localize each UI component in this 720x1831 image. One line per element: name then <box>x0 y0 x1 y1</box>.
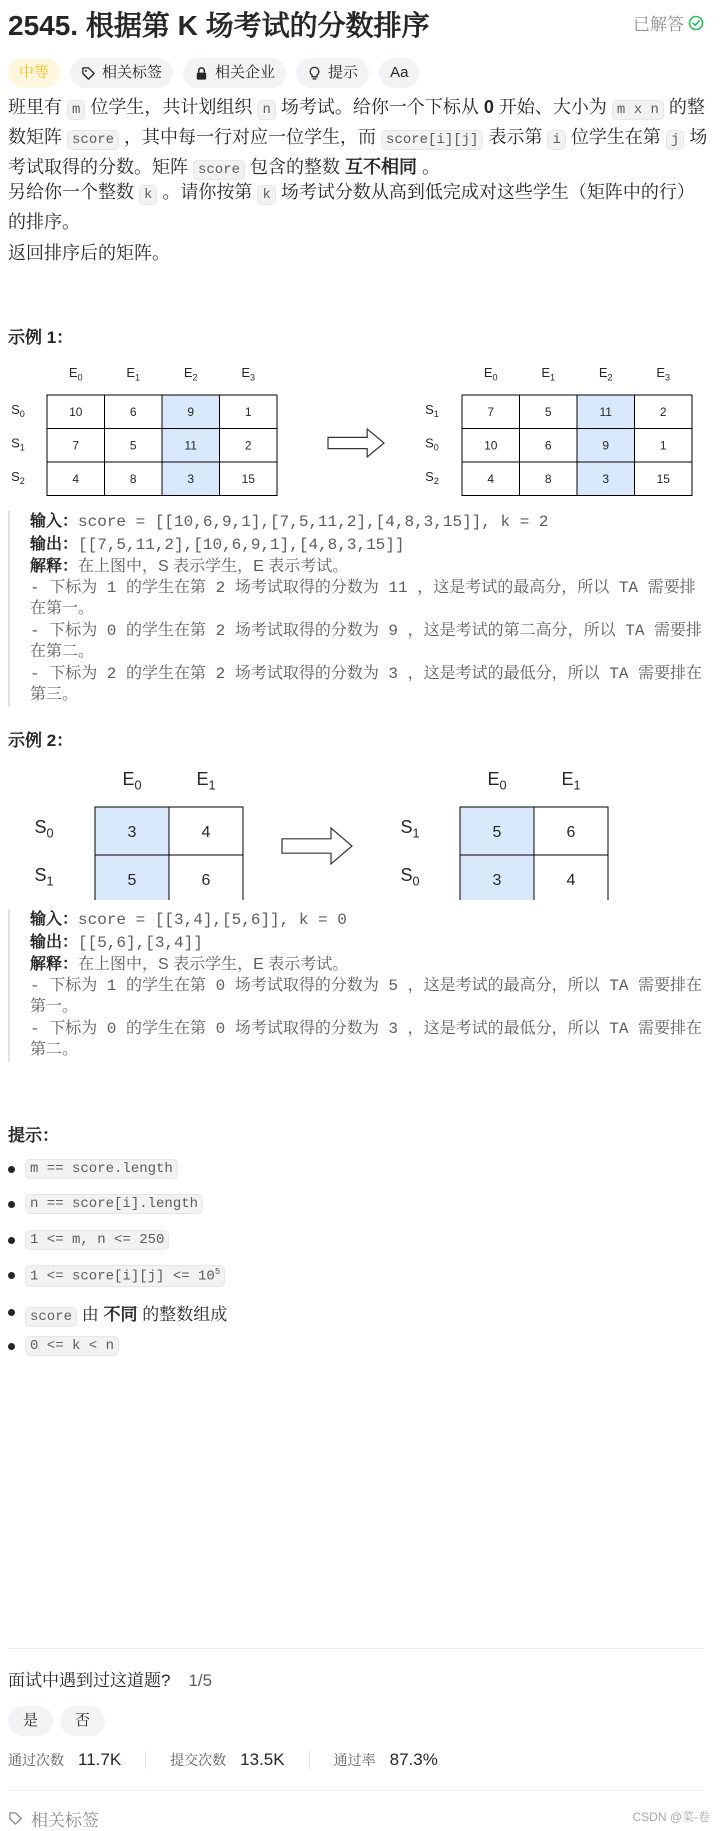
row-header: $S_1$ <box>34 865 54 889</box>
cell-value: 6 <box>544 438 552 453</box>
row-header: $S_1$ <box>400 817 420 841</box>
divider <box>8 1648 704 1649</box>
description-paragraph-1: 班里有 m 位学生，共计划组织 n 场考试。给你一个下标从 0 开始、大小为 m x n 的整数矩阵 score ，其中每一行对应一位学生，而 score[i][j] 表示第 i 位学生在第 j 场考试取得的分数。矩阵 score 包含的整数 互不相同 。 <box>8 97 708 178</box>
arrow-right-icon <box>328 429 384 457</box>
cell-value: 5 <box>492 823 502 841</box>
constraint-item: 1 <= m, n <= 250 <box>8 1230 169 1250</box>
cell-value: 2 <box>244 438 252 453</box>
row-header: $S_1$ <box>425 401 439 419</box>
constraint-item: score 由 不同 的整数组成 <box>8 1300 227 1325</box>
example-2-line: - 下标为 0 的学生在第 0 场考试取得的分数为 3 ，这是考试的最低分，所以 TA 需要排在第二。 <box>30 1019 703 1059</box>
acceptance-rate: 87.3% <box>389 1750 438 1769</box>
cell-value: 3 <box>187 472 195 487</box>
example-1-heading: 示例 1： <box>8 328 74 347</box>
submissions-count: 13.5K <box>240 1750 285 1769</box>
watermark: CSDN @菜-卷 <box>632 1810 710 1824</box>
tag-icon <box>81 66 96 81</box>
yes-button[interactable]: 是 <box>8 1706 53 1736</box>
submissions-label: 提交次数 <box>170 1752 227 1768</box>
related-tags-button[interactable] <box>70 58 173 88</box>
accepted-label: 通过次数 <box>8 1752 64 1768</box>
cell-value: 10 <box>69 405 83 420</box>
row-header: $S_0$ <box>400 865 420 889</box>
cell-value: 2 <box>659 405 667 420</box>
interview-question: 面试中遇到过这道题? 1/5 <box>8 1671 213 1690</box>
cell-value: 5 <box>129 438 137 453</box>
hint-label: 提示 <box>328 64 359 81</box>
cell-value: 4 <box>487 472 495 487</box>
example-1-diagram <box>0 355 720 505</box>
cell-value: 6 <box>201 871 211 889</box>
cell-value: 6 <box>129 405 137 420</box>
cell-value: 9 <box>187 405 195 420</box>
cell-value: 11 <box>184 438 197 453</box>
cell-value: 10 <box>484 438 498 453</box>
font-toggle-button[interactable]: Aa <box>379 58 419 88</box>
cell-value: 5 <box>127 871 137 889</box>
cell-value: 8 <box>129 472 137 487</box>
column-header: $E_2$ <box>598 365 613 383</box>
cell-value: 1 <box>659 438 667 453</box>
column-header: $E_0$ <box>483 365 498 383</box>
difficulty-tag[interactable]: 中等 <box>8 58 60 88</box>
column-header: $E_3$ <box>241 365 256 383</box>
constraint-item: m == score.length <box>8 1159 178 1179</box>
example-1-input: score = [[10,6,9,1],[7,5,11,2],[4,8,3,15]], k = 2 <box>78 513 549 531</box>
column-header: $E_3$ <box>656 365 671 383</box>
description-paragraph-3: 返回排序后的矩阵。 <box>8 243 170 263</box>
row-header: $S_2$ <box>425 468 439 486</box>
arrow-right-icon <box>282 828 352 864</box>
hint-button[interactable] <box>296 58 369 88</box>
cell-value: 9 <box>602 438 610 453</box>
lightbulb-icon <box>307 66 322 81</box>
column-header: $E_0$ <box>487 769 507 793</box>
example-1-line: - 下标为 1 的学生在第 2 场考试取得的分数为 11 ，这是考试的最高分，所以 TA 需要排在第一。 <box>30 578 696 618</box>
cell-value: 15 <box>241 472 255 487</box>
cell-value: 4 <box>201 823 211 841</box>
row-header: $S_0$ <box>11 401 25 419</box>
divider <box>8 1790 704 1791</box>
example-2-line: - 下标为 1 的学生在第 0 场考试取得的分数为 5 ，这是考试的最高分，所以 TA 需要排在第一。 <box>30 976 703 1016</box>
example-2-input: score = [[3,4],[5,6]], k = 0 <box>78 911 347 929</box>
cell-value: 15 <box>656 472 670 487</box>
example-1-line: - 下标为 0 的学生在第 2 场考试取得的分数为 9 ，这是考试的第二高分，所以 TA 需要排在第二。 <box>30 621 703 661</box>
example-2-block: 输入：score = [[3,4],[5,6]], k = 0 输出：[[5,6],[3,4]] 解释：在上图中，S 表示学生，E 表示考试。 - 下标为 1 的学生在第 0 场考试取得的分数为 5 ，这是考试的最高分，所以 TA 需要排在第一。 - 下标为 0 的学生在第 0 场考试取得的分数为 3 ，这是考试的最低分，所以 TA 需要排在第二。 <box>8 909 708 1062</box>
stats-bar <box>8 1750 438 1770</box>
related-companies-label: 相关企业 <box>215 64 276 81</box>
interview-count: 1/5 <box>188 1671 213 1690</box>
accepted-count: 11.7K <box>78 1750 122 1769</box>
example-2-heading: 示例 2： <box>8 731 74 750</box>
related-tags-section[interactable]: 相关标签 <box>8 1806 99 1831</box>
lock-icon <box>194 66 209 81</box>
example-2-output: [[5,6],[3,4]] <box>78 933 203 952</box>
cell-value: 4 <box>566 871 576 889</box>
row-header: $S_1$ <box>11 435 25 453</box>
solved-status <box>633 10 704 35</box>
row-header: $S_0$ <box>425 435 439 453</box>
problem-title: 2545. 根据第 K 场考试的分数排序 <box>8 10 430 41</box>
column-header: $E_1$ <box>541 365 556 383</box>
constraints-heading: 提示： <box>8 1126 59 1145</box>
tag-icon <box>8 1811 23 1826</box>
cell-value: 8 <box>544 472 552 487</box>
cell-value: 3 <box>127 823 137 841</box>
column-header: $E_1$ <box>196 769 216 793</box>
cell-value: 1 <box>244 405 252 420</box>
row-header: $S_2$ <box>11 468 25 486</box>
constraint-item: n == score[i].length <box>8 1194 203 1214</box>
column-header: $E_0$ <box>122 769 142 793</box>
example-1-output: [[7,5,11,2],[10,6,9,1],[4,8,3,15]] <box>78 535 405 554</box>
solved-label: 已解答 <box>633 15 684 34</box>
column-header: $E_1$ <box>126 365 141 383</box>
check-circle-icon <box>688 15 704 31</box>
rate-label: 通过率 <box>333 1752 376 1768</box>
cell-value: 3 <box>492 871 502 889</box>
example-1-line: - 下标为 2 的学生在第 2 场考试取得的分数为 3 ，这是考试的最低分，所以 TA 需要排在第三。 <box>30 664 703 704</box>
tag-bar <box>8 58 419 88</box>
constraint-item: 0 <= k < n <box>8 1336 119 1356</box>
constraint-item: 1 <= score[i][j] <= $10^5$ <box>8 1265 225 1287</box>
example-2-diagram <box>0 760 720 900</box>
cell-value: 7 <box>72 438 80 453</box>
example-1-block: 输入：score = [[10,6,9,1],[7,5,11,2],[4,8,3,15]], k = 2 输出：[[7,5,11,2],[10,6,9,1],[4,8,3,15]] 解释：在上图中，S 表示学生，E 表示考试。 - 下标为 1 的学生在第 2 场考试取得的分数为 11 ，这是考试的最高分，所以 TA 需要排在第一。 - 下标为 0 的学生在第 2 场考试取得的分数为 9 ，这是考试的第二高分，所以 TA 需要排在第二。 - 下标为 2 的学生在第 2 场考试取得的分数为 3 ，这是考试的最低分，所以 TA 需要排在第三。 <box>8 511 708 707</box>
row-header: $S_0$ <box>34 817 54 841</box>
column-header: $E_1$ <box>561 769 581 793</box>
column-header: $E_0$ <box>68 365 83 383</box>
cell-value: 4 <box>72 472 80 487</box>
cell-value: 6 <box>566 823 576 841</box>
description-paragraph-2: 另给你一个整数 k 。请你按第 k 场考试分数从高到低完成对这些学生（矩阵中的行）的排序。 <box>8 182 695 232</box>
no-button[interactable]: 否 <box>60 1706 105 1736</box>
related-tags-label: 相关标签 <box>102 64 163 81</box>
cell-value: 3 <box>602 472 610 487</box>
cell-value: 7 <box>487 405 495 420</box>
related-companies-button[interactable] <box>183 58 286 88</box>
cell-value: 5 <box>544 405 552 420</box>
cell-value: 11 <box>599 405 612 420</box>
column-header: $E_2$ <box>183 365 198 383</box>
